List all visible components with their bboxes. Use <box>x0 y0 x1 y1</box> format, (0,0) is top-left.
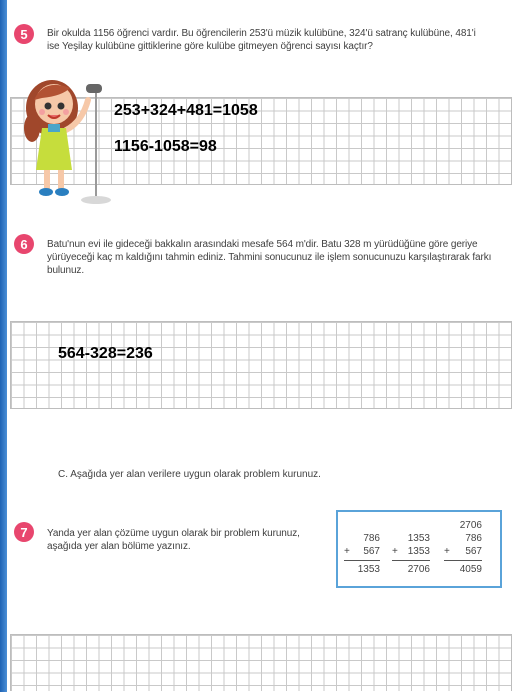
question-number: 7 <box>20 524 28 540</box>
handwritten-answer: 564-328=236 <box>58 345 153 362</box>
question-number: 5 <box>20 26 28 42</box>
question-text-line: ise Yeşilay kulübüne gittiklerine göre kulübe gitmeyen öğrenci sayısı kaçtır? <box>47 41 373 52</box>
plus-sign: + <box>344 546 350 557</box>
question-7-text <box>47 527 300 553</box>
page-edge-bar <box>0 0 7 692</box>
question-number-badge <box>14 24 34 44</box>
handwritten-answer: 253+324+481=1058 <box>114 102 258 119</box>
sum-line <box>344 560 380 561</box>
addend: 567 <box>465 546 482 557</box>
sum-line <box>444 560 482 561</box>
question-text-line: bulunuz. <box>47 265 85 276</box>
solution-box <box>336 510 502 588</box>
addition-column <box>444 519 482 576</box>
addend-row <box>392 545 430 558</box>
addition-column <box>344 532 380 576</box>
sum-result: 2706 <box>407 564 430 575</box>
question-text-line: Bir okulda 1156 öğrenci vardır. Bu öğrencilerin 253'ü müzik kulübüne, 324'ü satranç kulübüne, 481'i <box>47 28 476 39</box>
addend: 786 <box>465 533 482 544</box>
answer-grid-q7[interactable] <box>10 634 512 691</box>
section-c-heading: C. Aşağıda yer alan verilere uygun olarak problem kurunuz. <box>58 469 321 480</box>
question-text-line: Batu'nun evi ile gideceği bakkalın arasındaki mesafe 564 m'dir. Batu 328 m yürüdüğüne göre geriye <box>47 239 478 250</box>
addend: 567 <box>363 546 380 557</box>
question-6-text <box>47 238 491 277</box>
sum-line <box>392 560 430 561</box>
sum-result: 4059 <box>459 564 482 575</box>
addend: 2706 <box>459 520 482 531</box>
plus-sign: + <box>392 546 398 557</box>
handwritten-answer: 1156-1058=98 <box>114 138 217 155</box>
question-number-badge <box>14 522 34 542</box>
addend: 1353 <box>407 533 430 544</box>
question-text-line: Yanda yer alan çözüme uygun olarak bir problem kurunuz, <box>47 528 300 539</box>
addend: 1353 <box>407 546 430 557</box>
addend-row <box>344 545 380 558</box>
question-number: 6 <box>20 236 28 252</box>
addition-column <box>392 532 430 576</box>
question-text-line: aşağıda yer alan bölüme yazınız. <box>47 541 191 552</box>
plus-sign: + <box>444 546 450 557</box>
addend-row <box>444 545 482 558</box>
question-text-line: yürüyeceği kaç m kaldığını tahmin ediniz. Tahmini sonucunuz ile işlem sonucunuzu karşılaştırarak farkı <box>47 252 492 263</box>
question-5-text <box>47 27 476 53</box>
addend: 786 <box>363 533 380 544</box>
question-number-badge <box>14 234 34 254</box>
answer-grid-q6[interactable] <box>10 321 512 409</box>
girl-singer-illustration <box>22 70 122 205</box>
sum-result: 1353 <box>357 564 380 575</box>
